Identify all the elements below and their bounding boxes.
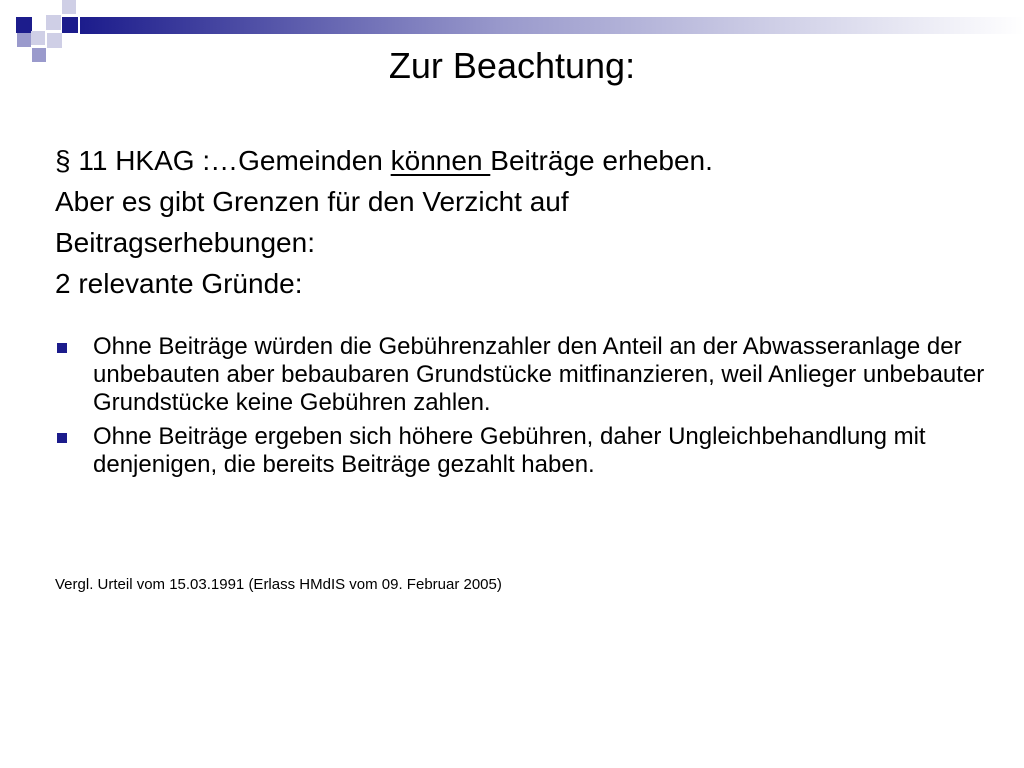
- text-line: [55, 140, 975, 181]
- text-line: 2 relevante Gründe:: [55, 268, 303, 299]
- bullet-text: Ohne Beiträge ergeben sich höhere Gebühren, daher Ungleichbehandlung mit denjenigen, die bereits Beiträge gezahlt haben.: [93, 423, 926, 478]
- decor-square: [62, 17, 78, 33]
- slide-title: Zur Beachtung:: [388, 45, 636, 86]
- decor-square: [46, 15, 61, 30]
- square-bullet-icon: [57, 343, 67, 353]
- footnote: Vergl. Urteil vom 15.03.1991 (Erlass HMdIS vom 09. Februar 2005): [55, 576, 502, 593]
- main-text-block: [55, 140, 975, 304]
- line-suffix: Beiträge erheben.: [490, 145, 713, 176]
- text-line: Aber es gibt Grenzen für den Verzicht auf: [55, 186, 569, 217]
- underlined-word: können: [390, 145, 491, 176]
- bullet-item: [55, 423, 985, 479]
- bullet-item: [55, 333, 985, 417]
- header-gradient-bar: [80, 17, 1024, 34]
- text-line: Beitragserhebungen:: [55, 227, 315, 258]
- decor-square: [31, 31, 45, 45]
- bullet-list: [55, 333, 985, 485]
- line-prefix: § 11 HKAG :…Gemeinden: [55, 145, 391, 176]
- decor-square: [16, 17, 32, 33]
- bullet-text: Ohne Beiträge würden die Gebührenzahler den Anteil an der Abwasseranlage der unbebauten aber bebaubaren Grundstücke mitfinanzieren, weil Anlieger unbebauter Grundstücke keine Gebühren zahlen.: [93, 333, 985, 416]
- decor-square: [62, 0, 76, 14]
- square-bullet-icon: [57, 433, 67, 443]
